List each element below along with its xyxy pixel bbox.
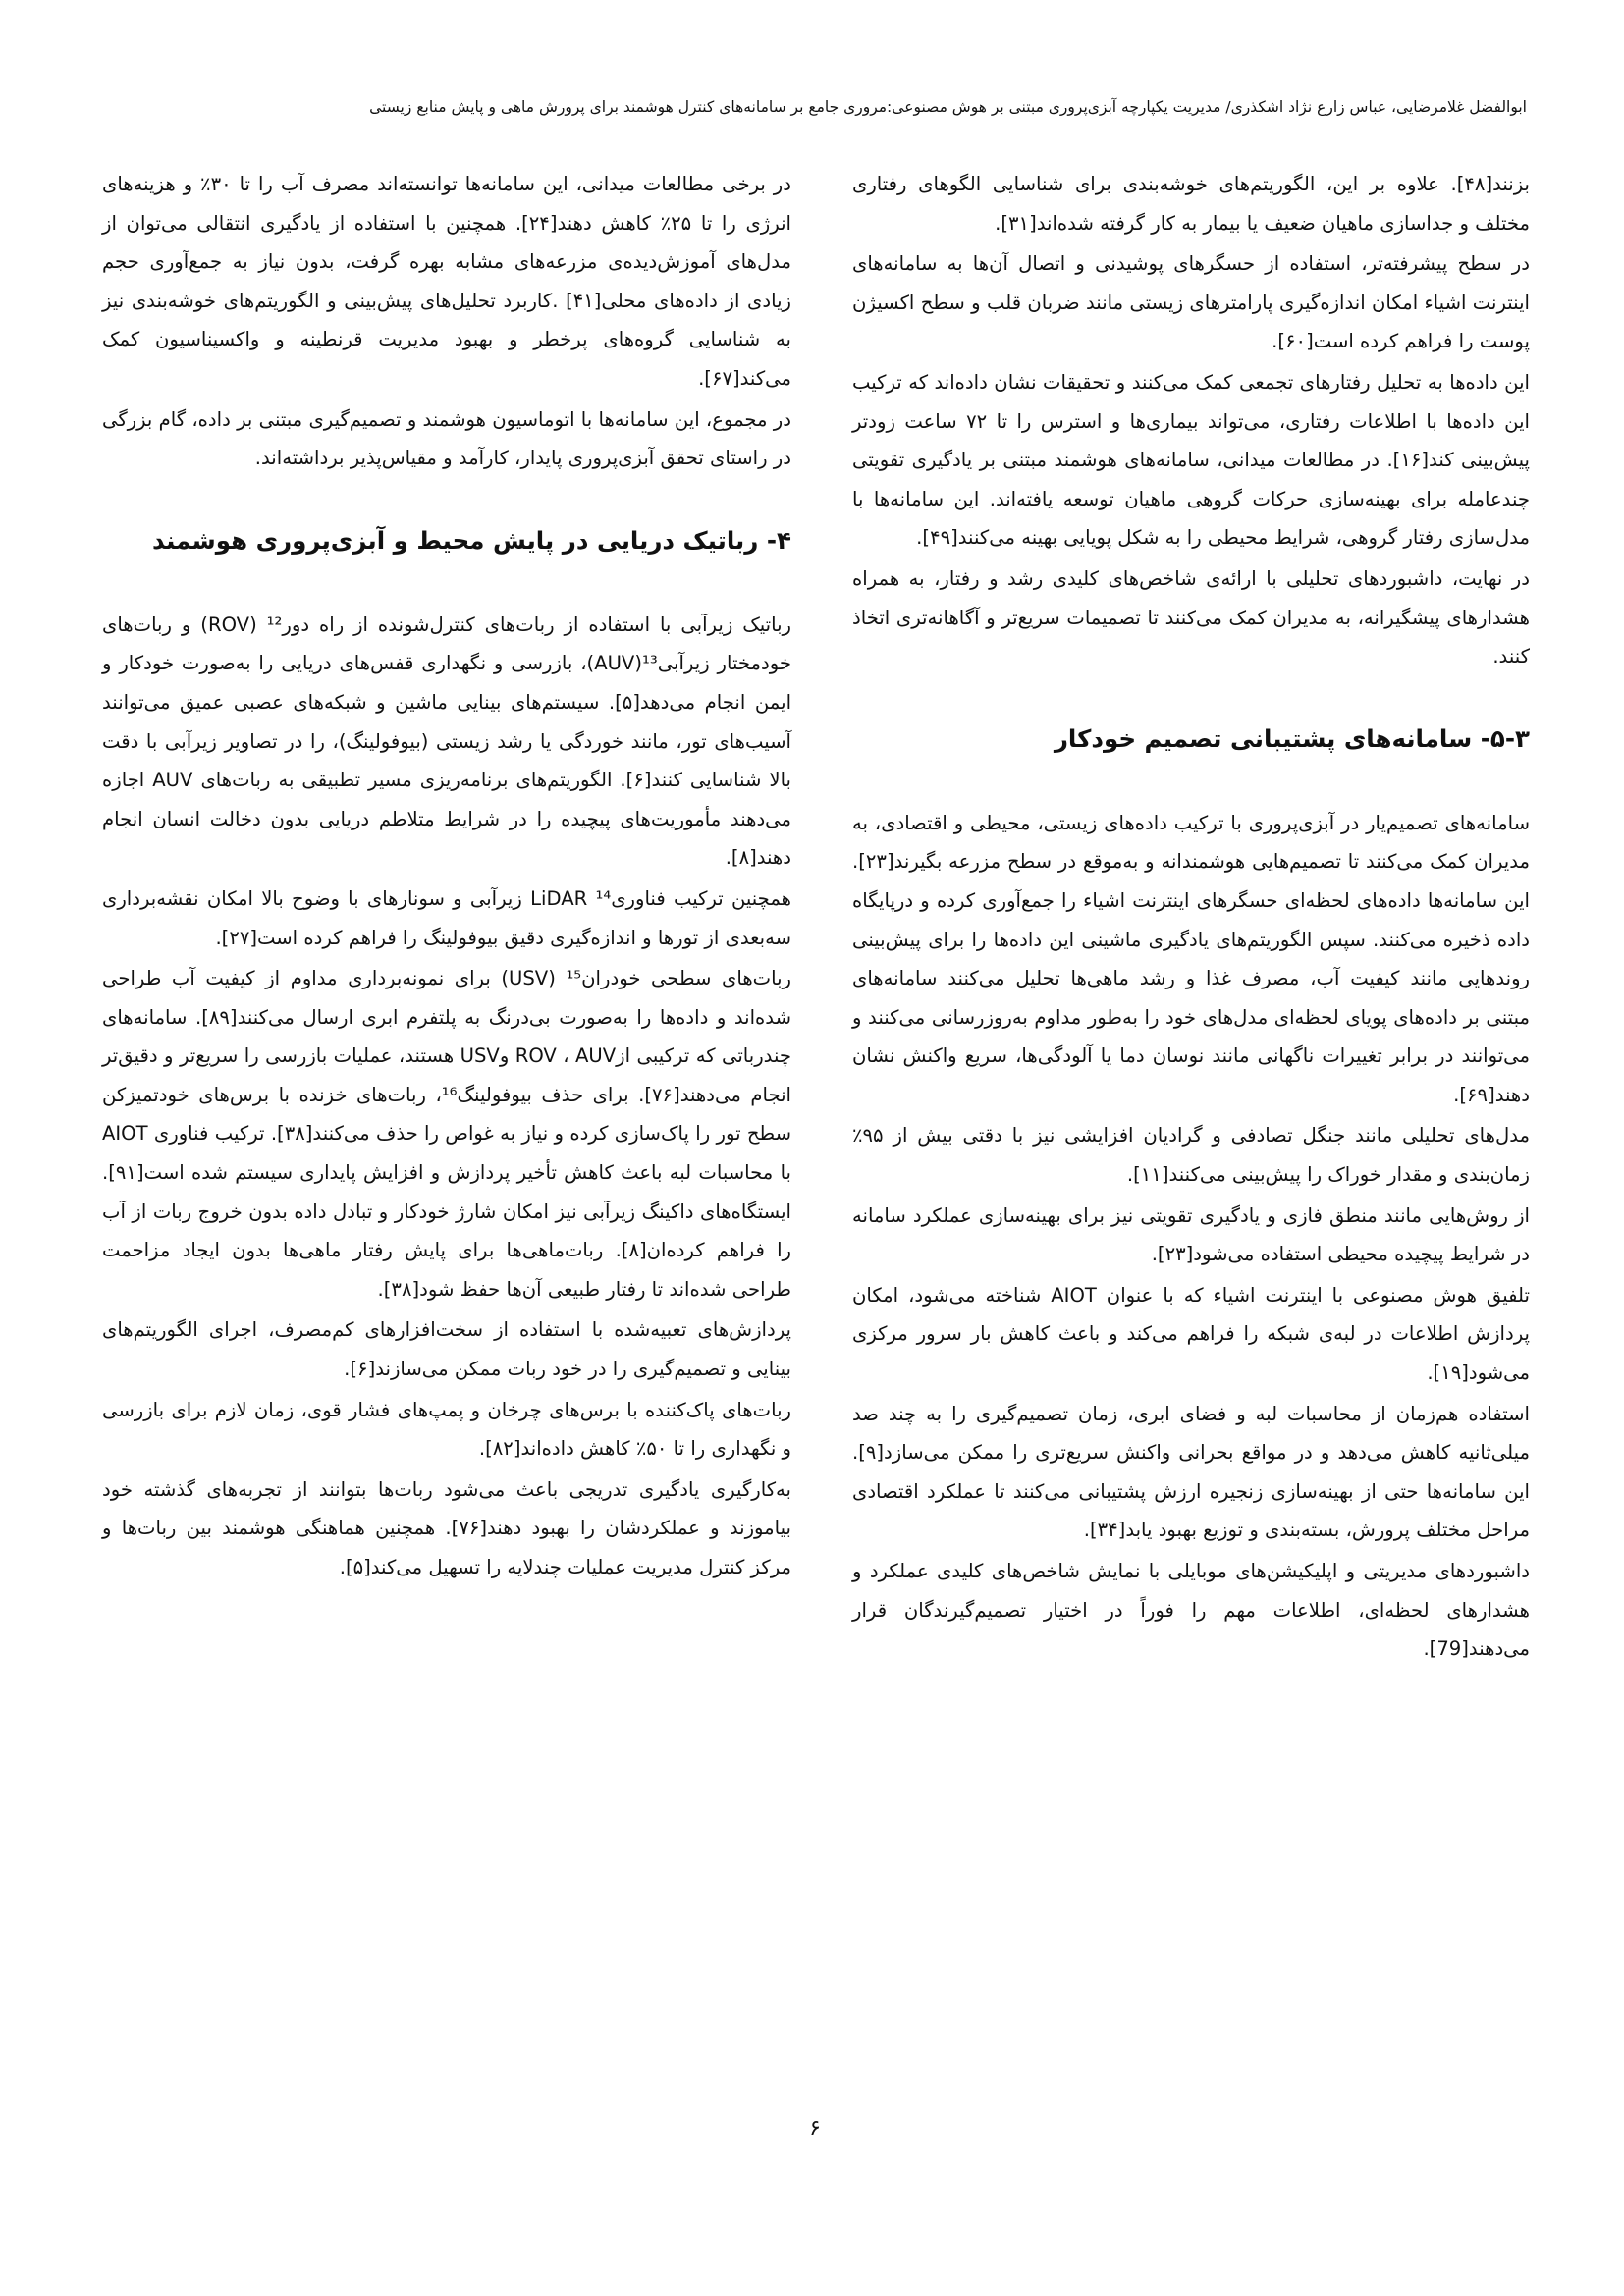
body-paragraph: مدل‌های تحلیلی مانند جنگل تصادفی و گرادیان افزایشی نیز با دقتی بیش از ۹۵٪ زمان‌بندی و مقدار خوراک را پیش‌بینی می‌کنند[۱۱]. (852, 1124, 1530, 1187)
body-paragraph: در مجموع، این سامانه‌ها با اتوماسیون هوشمند و تصمیم‌گیری مبتنی بر داده، گام بزرگی در راستای تحقق آبزی‌پروری پایدار، کارآمد و مقیاس‌پذیر برداشته‌اند. (102, 407, 791, 470)
body-paragraph: استفاده هم‌زمان از محاسبات لبه و فضای ابری، زمان تصمیم‌گیری را به چند صد میلی‌ثانیه کاهش می‌دهد و در مواقع بحرانی واکنش سریع‌تری را ممکن می‌سازد[۹]. این سامانه‌ها حتی از بهینه‌سازی زنجیره ارزش پشتیبانی می‌کنند تا عملکرد اقتصادی مراحل مختلف پرورش، بسته‌بندی و توزیع بهبود یابد[۳۴]. (852, 1402, 1530, 1542)
body-paragraph: ربات‌های پاک‌کننده با برس‌های چرخان و پمپ‌های فشار قوی، زمان لازم برای بازرسی و نگهداری را تا ۵۰٪ کاهش داده‌اند[۸۲]. (102, 1398, 791, 1461)
body-paragraph: همچنین ترکیب فناوریLiDAR ¹⁴ زیرآبی و سونارهای با وضوح بالا امکان نقشه‌برداری سه‌بعدی از تورها و اندازه‌گیری دقیق بیوفولینگ را فراهم کرده است[۲۷]. (102, 886, 791, 949)
body-paragraph: در برخی مطالعات میدانی، این سامانه‌ها توانسته‌اند مصرف آب را تا ۳۰٪ و هزینه‌های انرژی را تا ۲۵٪ کاهش دهند[۲۴]. همچنین با استفاده از یادگیری انتقالی می‌توان از مدل‌های آموزش‌دیده‌ی مزرعه‌های مشابه بهره گرفت، بدون نیاز به جمع‌آوری حجم زیادی از داده‌های محلی[۴۱] .کاربرد تحلیل‌های پیش‌بینی و الگوریتم‌های خوشه‌بندی نیز به شناسایی گروه‌های پرخطر و بهبود مدیریت قرنطینه و واکسیناسیون کمک می‌کند[۶۷]. (102, 173, 791, 390)
body-paragraph: پردازش‌های تعبیه‌شده با استفاده از سخت‌افزارهای کم‌مصرف، اجرای الگوریتم‌های بینایی و تصمیم‌گیری را در خود ربات ممکن می‌سازند[۶]. (102, 1318, 791, 1381)
body-paragraph: این داده‌ها به تحلیل رفتارهای تجمعی کمک می‌کنند و تحقیقات نشان داده‌اند که ترکیب این داده‌ها با اطلاعات رفتاری، می‌تواند بیماری‌ها و استرس را تا ۷۲ ساعت زودتر پیش‌بینی کند[۱۶]. در مطالعات میدانی، سامانه‌های هوشمند مبتنی بر یادگیری تقویتی چندعامله برای بهینه‌سازی حرکات گروهی ماهیان توسعه یافته‌اند. این سامانه‌ها با مدل‌سازی رفتار گروهی، شرایط محیطی را به شکل پویایی بهینه می‌کنند[۴۹]. (852, 370, 1530, 550)
body-paragraph: ربات‌های سطحی خودران¹⁵ (USV) برای نمونه‌برداری مداوم از کیفیت آب طراحی شده‌اند و داده‌ها را به‌صورت بی‌درنگ به پلتفرم ابری ارسال می‌کنند[۸۹]. سامانه‌های چندرباتی که ترکیبی ازROV ، AUV وUSV هستند، عملیات بازرسی را سریع‌تر و دقیق‌تر انجام می‌دهند[۷۶]. برای حذف بیوفولینگ¹⁶، ربات‌های خزنده با برس‌های خودتمیزکن سطح تور را پاک‌سازی کرده و نیاز به غواص را حذف می‌کنند[۳۸]. ترکیب فناوری AIOT با محاسبات لبه باعث کاهش تأخیر پردازش و افزایش پایداری سیستم شده است[۹۱]. ایستگاه‌های داکینگ زیرآبی نیز امکان شارژ خودکار و تبادل داده بدون خروج ربات از آب را فراهم کرده‌ان[۸]. ربات‌ماهی‌ها برای پایش رفتار ماهی‌ها بدون ایجاد مزاحمت طراحی شده‌اند تا رفتار طبیعی آن‌ها حفظ شود[۳۸]. (102, 967, 792, 1301)
running-header: ابوالفضل غلامرضایی، عباس زارع نژاد اشکذری/ مدیریت یکپارچه آبزی‌پروری مبتنی بر هوش مصنوعی:مروری جامع بر سامانه‌های کنترل هوشمند برای پرورش ماهی و پایش منابع زیستی (369, 98, 1527, 116)
body-paragraph: رباتیک زیرآبی با استفاده از ربات‌های کنترل‌شونده از راه دور¹² (ROV) و ربات‌های خودمختار زیرآبی¹³(AUV)، بازرسی و نگهداری قفس‌های دریایی را به‌صورت خودکار و ایمن انجام می‌دهد[۵]. سیستم‌های بینایی ماشین و شبکه‌های عصبی عمیق می‌توانند آسیب‌های تور، مانند خوردگی یا رشد زیستی (بیوفولینگ)، را در تصاویر زیرآبی با دقت بالا شناسایی کنند[۶]. الگوریتم‌های برنامه‌ریزی مسیر تطبیقی به ربات‌های AUV اجازه می‌دهند مأموریت‌های پیچیده را در شرایط متلاطم دریایی بدون دخالت انسان انجام دهند[۸]. (102, 613, 792, 870)
body-paragraph: سامانه‌های تصمیم‌یار در آبزی‌پروری با ترکیب داده‌های زیستی، محیطی و اقتصادی، به مدیران کمک می‌کنند تا تصمیم‌هایی هوشمندانه و به‌موقع در سطح مزرعه بگیرند[۲۳]. این سامانه‌ها داده‌های لحظه‌ای حسگرهای اینترنت اشیاء را جمع‌آوری کرده و درپایگاه داده ذخیره می‌کنند. سپس الگوریتم‌های یادگیری ماشینی این داده‌ها را برای پیش‌بینی روندهایی مانند کیفیت آب، مصرف غذا و رشد ماهی‌ها تحلیل می‌کنند سامانه‌های مبتنی بر داده‌های پویای لحظه‌ای مدل‌های خود را به‌طور مداوم به‌روزرسانی می‌کنند و می‌توانند در برابر تغییرات ناگهانی مانند نوسان دما یا آلودگی‌ها، سریع واکنش نشان دهند[۶۹]. (852, 811, 1530, 1106)
page-number: ۶ (809, 2116, 821, 2141)
body-paragraph: در نهایت، داشبوردهای تحلیلی با ارائه‌ی شاخص‌های کلیدی رشد و رفتار، به همراه هشدارهای پیشگیرانه، به مدیران کمک می‌کنند تا تصمیمات سریع‌تر و آگاهانه‌تری اتخاذ کنند. (852, 566, 1530, 668)
section-heading-3-5: ۵-۳- سامانه‌های پشتیبانی تصمیم خودکار (1054, 723, 1530, 753)
body-paragraph: داشبوردهای مدیریتی و اپلیکیشن‌های موبایلی با نمایش شاخص‌های کلیدی عملکرد و هشدارهای لحظه‌ای، اطلاعات مهم را فوراً در اختیار تصمیم‌گیرندگان قرار می‌دهند[79]. (852, 1560, 1530, 1661)
right-column (852, 165, 1530, 1671)
body-paragraph: بزنند[۴۸]. علاوه بر این، الگوریتم‌های خوشه‌بندی برای شناسایی الگوهای رفتاری مختلف و جداسازی ماهیان ضعیف یا بیمار به کار گرفته شده‌اند[۳۱]. (852, 173, 1530, 235)
left-column (102, 165, 791, 1589)
body-paragraph: از روش‌هایی مانند منطق فازی و یادگیری تقویتی نیز برای بهینه‌سازی عملکرد سامانه در شرایط پیچیده محیطی استفاده می‌شود[۲۳]. (852, 1203, 1530, 1266)
section-heading-4: ۴- رباتیک دریایی در پایش محیط و آبزی‌پروری هوشمند (152, 525, 791, 555)
body-paragraph: تلفیق هوش مصنوعی با اینترنت اشیاء که با عنوان AIOT شناخته می‌شود، امکان پردازش اطلاعات در لبه‌ی شبکه را فراهم می‌کند و باعث کاهش بار سرور مرکزی می‌شود[۱۹]. (852, 1283, 1530, 1385)
body-paragraph: در سطح پیشرفته‌تر، استفاده از حسگرهای پوشیدنی و اتصال آن‌ها به سامانه‌های اینترنت اشیاء امکان اندازه‌گیری پارامترهای زیستی مانند ضربان قلب و سطح اکسیژن پوست را فراهم کرده است[۶۰]. (852, 252, 1530, 353)
body-paragraph: به‌کارگیری یادگیری تدریجی باعث می‌شود ربات‌ها بتوانند از تجربه‌های گذشته خود بیاموزند و عملکردشان را بهبود دهند[۷۶]. همچنین هماهنگی هوشمند بین ربات‌ها و مرکز کنترل مدیریت عملیات چندلایه را تسهیل می‌کند[۵]. (102, 1477, 791, 1578)
